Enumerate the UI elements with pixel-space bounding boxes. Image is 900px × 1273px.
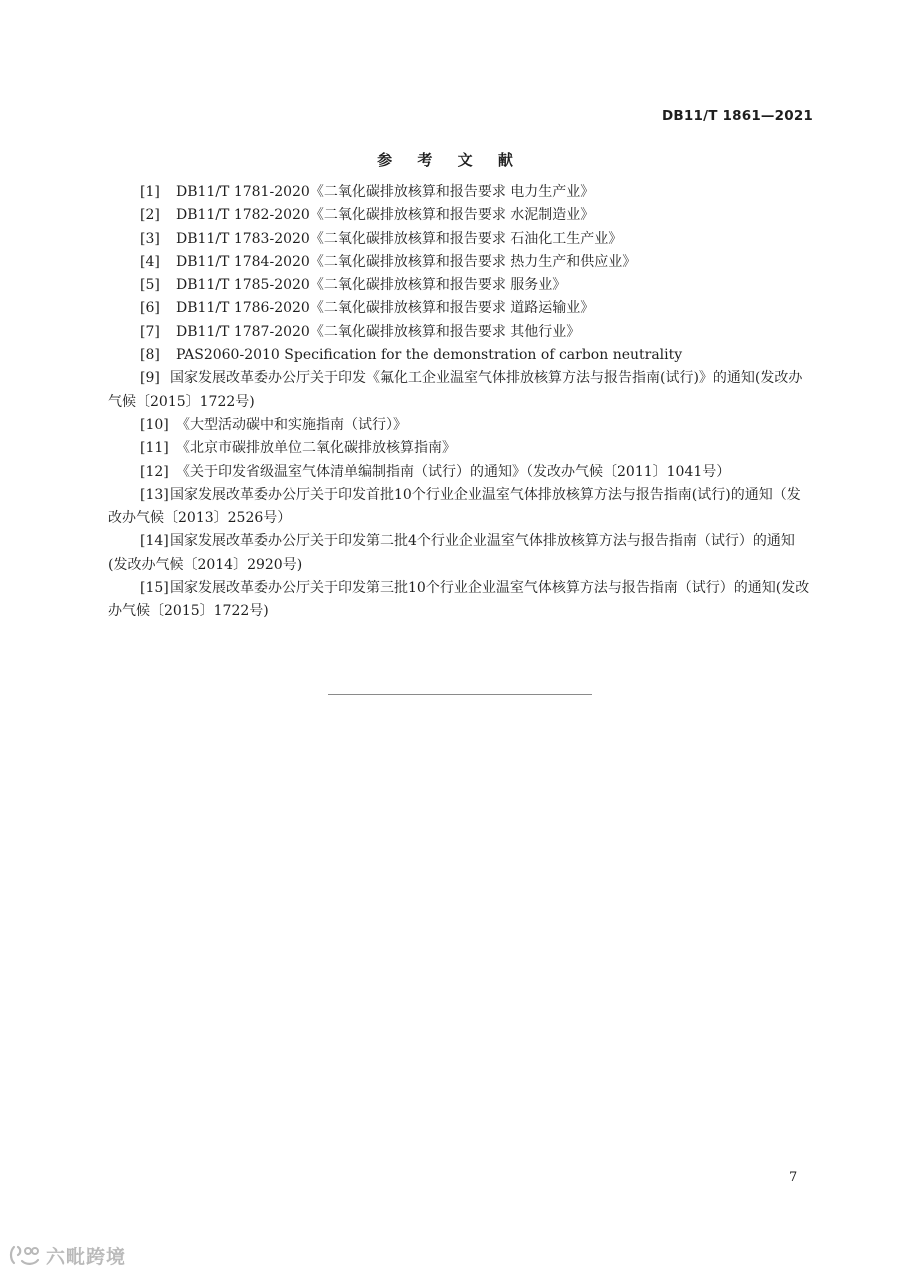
reference-number: [4] — [140, 253, 160, 270]
reference-item — [108, 484, 814, 531]
reference-number: [3] — [140, 230, 160, 247]
reference-item — [108, 414, 814, 437]
document-code: DB11/T 1861—2021 — [662, 108, 813, 124]
reference-item — [108, 228, 814, 251]
reference-item — [108, 367, 814, 414]
reference-item — [108, 437, 814, 460]
reference-text: DB11/T 1783-2020《二氧化碳排放核算和报告要求 石油化工生产业》 — [176, 230, 623, 247]
reference-item — [108, 274, 814, 297]
reference-text: DB11/T 1782-2020《二氧化碳排放核算和报告要求 水泥制造业》 — [176, 207, 595, 224]
reference-text: PAS2060-2010 Specification for the demonstration of carbon neutrality — [176, 347, 683, 364]
end-divider — [328, 694, 592, 695]
reference-text: 《北京市碳排放单位二氧化碳排放核算指南》 — [176, 440, 456, 457]
reference-text: 国家发展改革委办公厅关于印发《氟化工企业温室气体排放核算方法与报告指南(试行)》的通知(发改办气候〔2015〕1722号) — [108, 370, 803, 410]
reference-number: [9] — [140, 370, 160, 387]
reference-item — [108, 204, 814, 227]
reference-number: [14] — [140, 533, 169, 550]
reference-text: 国家发展改革委办公厅关于印发第二批4个行业企业温室气体排放核算方法与报告指南（试行）的通知(发改办气候〔2014〕2920号) — [108, 533, 795, 573]
page-title: 参 考 文 献 — [377, 151, 523, 169]
reference-number: [6] — [140, 300, 160, 317]
reference-number: [1] — [140, 184, 160, 200]
reference-item — [108, 181, 814, 204]
reference-text: DB11/T 1786-2020《二氧化碳排放核算和报告要求 道路运输业》 — [176, 300, 595, 317]
reference-text: 《大型活动碳中和实施指南（试行）》 — [176, 416, 407, 433]
reference-item — [108, 461, 814, 484]
reference-item — [108, 251, 814, 274]
reference-text: 《关于印发省级温室气体清单编制指南（试行）的通知》（发改办气候〔2011〕1041号） — [176, 463, 731, 480]
reference-number: [10] — [140, 416, 169, 433]
reference-text: DB11/T 1781-2020《二氧化碳排放核算和报告要求 电力生产业》 — [176, 184, 595, 200]
reference-number: [2] — [140, 207, 160, 224]
reference-text: 国家发展改革委办公厅关于印发第三批10个行业企业温室气体核算方法与报告指南（试行）的通知(发改办气候〔2015〕1722号) — [108, 580, 810, 620]
reference-number: [7] — [140, 323, 160, 340]
reference-text: DB11/T 1784-2020《二氧化碳排放核算和报告要求 热力生产和供应业》 — [176, 253, 637, 270]
reference-number: [11] — [140, 440, 169, 457]
watermark — [8, 1241, 126, 1269]
reference-item — [108, 297, 814, 320]
page-number: 7 — [789, 1170, 798, 1185]
watermark-text: 六毗跨境 — [46, 1245, 127, 1268]
reference-item — [108, 344, 814, 367]
reference-number: [15] — [140, 580, 169, 597]
reference-text: DB11/T 1787-2020《二氧化碳排放核算和报告要求 其他行业》 — [176, 323, 581, 340]
reference-text: DB11/T 1785-2020《二氧化碳排放核算和报告要求 服务业》 — [176, 277, 567, 294]
reference-item — [108, 321, 814, 344]
reference-number: [5] — [140, 277, 160, 294]
reference-text: 国家发展改革委办公厅关于印发首批10个行业企业温室气体排放核算方法与报告指南(试行)的通知（发改办气候〔2013〕2526号） — [108, 486, 801, 527]
reference-item — [108, 577, 814, 624]
reference-list — [108, 181, 814, 624]
reference-item — [108, 530, 814, 577]
reference-number: [8] — [140, 347, 160, 364]
watermark-logo-icon — [8, 1243, 42, 1267]
reference-number: [12] — [140, 463, 169, 480]
reference-number: [13] — [140, 486, 169, 503]
